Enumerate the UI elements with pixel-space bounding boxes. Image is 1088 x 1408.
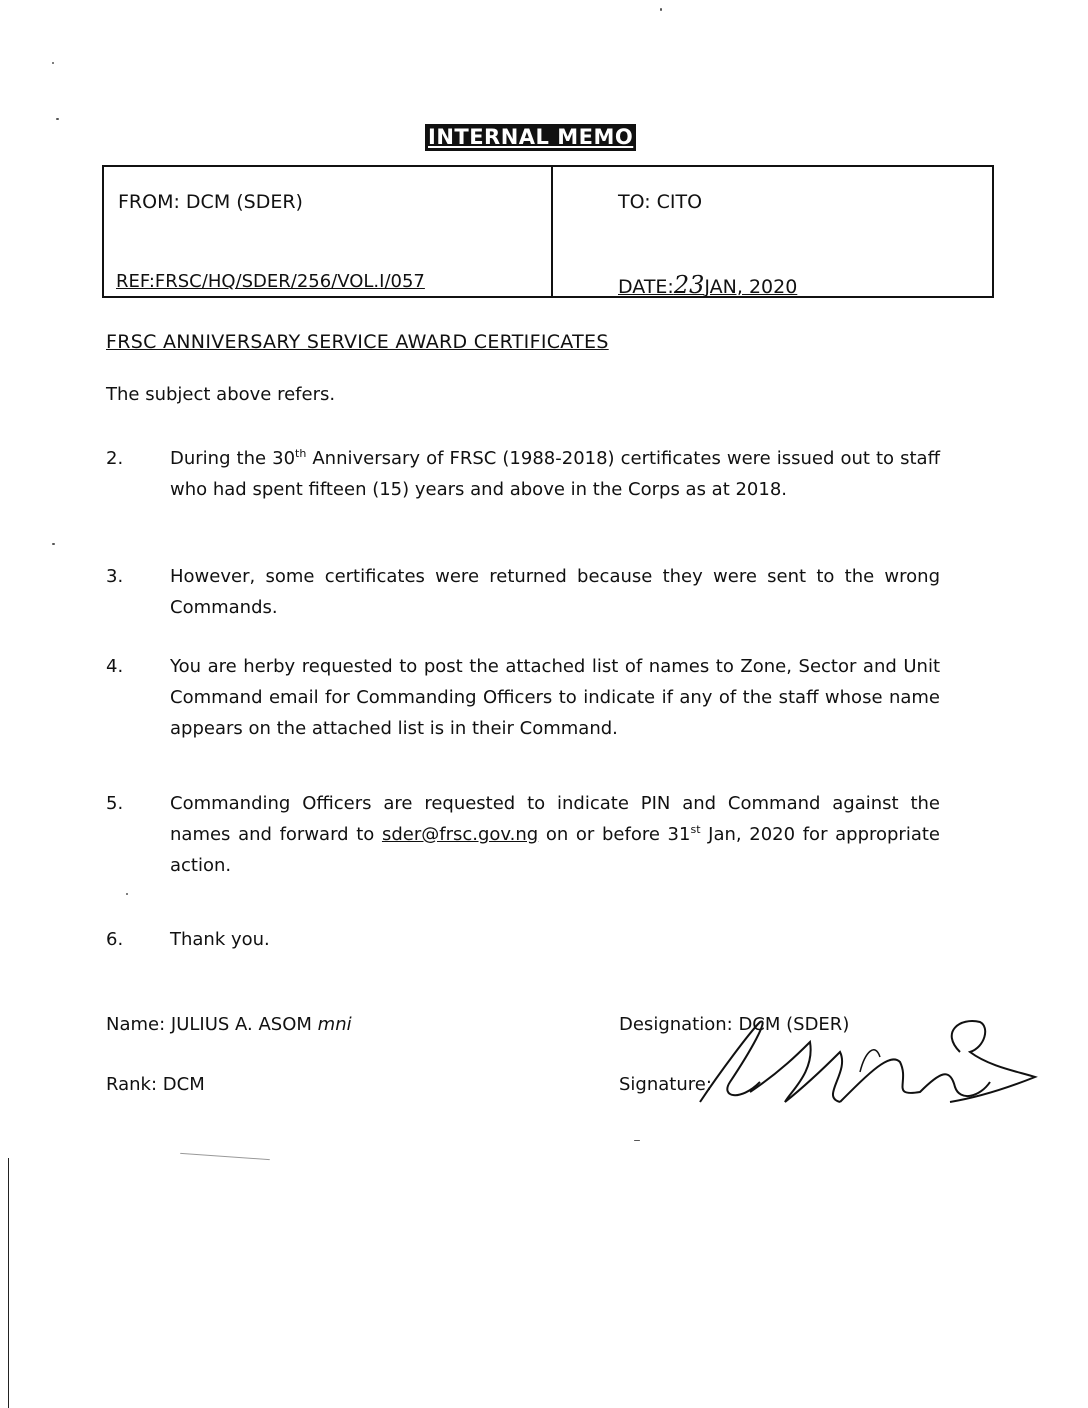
scan-edge-line bbox=[8, 1158, 9, 1408]
scan-smudge bbox=[180, 1153, 270, 1160]
paragraph-number: 3. bbox=[106, 566, 124, 587]
signoff-name: Name: JULIUS A. ASOM mni bbox=[106, 1014, 352, 1035]
memo-header-box bbox=[102, 165, 994, 298]
date-prefix: DATE: bbox=[618, 276, 674, 298]
paragraph-number: 6. bbox=[106, 929, 124, 950]
scan-speck bbox=[56, 118, 59, 120]
scan-speck bbox=[52, 543, 55, 545]
paragraph-number: 4. bbox=[106, 656, 124, 677]
scan-speck bbox=[660, 8, 662, 11]
signoff-rank: Rank: DCM bbox=[106, 1074, 205, 1095]
scan-speck bbox=[634, 1140, 640, 1141]
memo-from: FROM: DCM (SDER) bbox=[118, 191, 303, 213]
date-day-handwritten: 23 bbox=[673, 271, 705, 299]
paragraph-text: Commanding Officers are requested to indicate PIN and Command against the names and forward to sder@frsc.gov.ng on or before 31st Jan, 2020 for appropriate action. bbox=[170, 793, 941, 876]
email-link[interactable]: sder@frsc.gov.ng bbox=[381, 824, 539, 845]
memo-reference: REF:FRSC/HQ/SDER/256/VOL.I/057 bbox=[116, 271, 425, 292]
header-divider bbox=[551, 167, 553, 296]
paragraph-text: However, some certificates were returned because they were sent to the wrong Commands. bbox=[170, 566, 940, 618]
paragraph-number: 2. bbox=[106, 448, 124, 469]
paragraph-text: You are herby requested to post the attached list of names to Zone, Sector and Unit Command email for Commanding Officers to indicate if any of the staff whose name appears on the attached list is in their Command. bbox=[170, 656, 940, 739]
paragraph-text: During the 30th Anniversary of FRSC (1988-2018) certificates were issued out to staff who had spent fifteen (15) years and above in the Corps as at 2018. bbox=[170, 447, 940, 500]
memo-to: TO: CITO bbox=[618, 191, 703, 213]
handwritten-signature bbox=[690, 1012, 1040, 1122]
signoff-designation: Designation: DCM (SDER) bbox=[619, 1014, 850, 1035]
scan-speck bbox=[52, 62, 54, 64]
signoff-signature-label: Signature: bbox=[619, 1074, 712, 1095]
memo-title: INTERNAL MEMO bbox=[425, 124, 636, 151]
date-rest: JAN, 2020 bbox=[704, 276, 798, 298]
memo-date bbox=[618, 271, 797, 299]
memo-subject: FRSC ANNIVERSARY SERVICE AWARD CERTIFICATES bbox=[106, 331, 609, 353]
paragraph-text: Thank you. bbox=[170, 929, 270, 950]
scan-speck bbox=[126, 893, 128, 895]
paragraph-number: 5. bbox=[106, 793, 124, 814]
memo-intro: The subject above refers. bbox=[106, 384, 336, 405]
